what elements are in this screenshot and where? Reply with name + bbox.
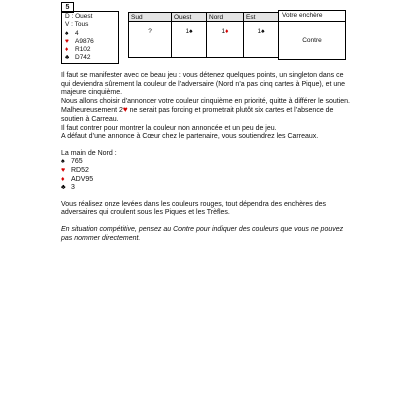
heart-icon: ♥ [61, 166, 66, 174]
hand-row-spades [65, 30, 79, 38]
paragraph: Il faut contrer pour montrer la couleur non annoncée et un peu de jeu. [61, 124, 277, 132]
north-cards: 3 [71, 184, 75, 192]
diamond-icon: ♦ [225, 28, 229, 35]
bid-level: 1 [221, 28, 226, 35]
bid-level: ? [148, 28, 152, 35]
paragraph: Vous réalisez onze levées dans les couleurs rouges, tout dépendra des enchères des adversaires qui croulent sous les Piques et les Trèfles. [61, 200, 327, 217]
north-hand-clubs [61, 184, 351, 193]
club-icon: ♣ [65, 54, 70, 61]
paragraph-part: Malheureusement 2 [61, 107, 123, 115]
north-cards: ADV95 [71, 175, 94, 183]
hand-cards: 4 [75, 30, 79, 37]
bid-level: 1 [185, 28, 190, 35]
hand-row-hearts [65, 38, 94, 46]
hand-cards: R102 [75, 46, 91, 53]
heart-icon: ♥ [122, 105, 128, 115]
paragraph: Il faut se manifester avec ce beau jeu : vous détenez quelques points, un singleton dans ce qui deviendra sûrement la couleur de l’adversaire (Nord n’a pas cinq cartes à Pique), et une majeure cinquième. [61, 72, 346, 97]
bid-level: 1 [257, 28, 262, 35]
north-cards: 765 [71, 158, 83, 166]
bidding-header-ouest: Ouest [172, 13, 207, 22]
spade-icon: ♠ [61, 158, 65, 166]
deal-number: 5 [61, 2, 74, 13]
bidding-header-sud: Sud [129, 13, 172, 22]
hand-row-diamonds [65, 46, 91, 54]
hand-cards: D742 [75, 54, 91, 61]
dealer-label: D : Ouest [65, 13, 93, 20]
diamond-icon: ♦ [65, 46, 69, 53]
paragraph [61, 106, 351, 124]
hand-row-clubs [65, 54, 91, 62]
bid-ouest [172, 22, 207, 58]
paragraph: A défaut d’une annonce à Cœur chez le partenaire, vous soutiendrez les Carreaux. [61, 133, 319, 141]
spade-icon: ♠ [65, 30, 69, 37]
answer-value: Contre [302, 37, 322, 44]
conclusion-paragraph: En situation compétitive, pensez au Contre pour indiquer des couleurs que vous ne pouvez pas nommer directement. [61, 225, 344, 242]
paragraph-part: ne serait pas forcing et prometrait plutôt six cartes et l’absence de soutien à Carreau. [61, 107, 334, 123]
south-hand-box [61, 11, 119, 64]
heart-icon: ♥ [65, 38, 69, 45]
north-hand-spades [61, 158, 351, 167]
bid-nord [207, 22, 244, 58]
paragraph: Nous allons choisir d’annoncer votre couleur cinquième en priorité, quitte à différer le soutien. [61, 97, 350, 105]
spade-icon: ♠ [261, 28, 265, 35]
bid-sud [129, 22, 172, 58]
north-hand-diamonds [61, 176, 351, 185]
answer-header: Votre enchère [279, 11, 345, 22]
north-cards: RD52 [71, 166, 89, 174]
bid-est [244, 22, 279, 58]
north-hand-hearts [61, 167, 351, 176]
bidding-table [128, 12, 279, 58]
bidding-header-est: Est [244, 13, 279, 22]
vulnerability-label: V : Tous [65, 21, 89, 28]
bidding-header-nord: Nord [207, 13, 244, 22]
explanation-text [61, 72, 351, 243]
spade-icon: ♠ [189, 28, 193, 35]
hand-cards: A9876 [75, 38, 94, 45]
club-icon: ♣ [61, 184, 66, 192]
north-hand-title: La main de Nord : [61, 149, 117, 157]
diamond-icon: ♦ [61, 175, 65, 183]
answer-box [278, 10, 346, 60]
